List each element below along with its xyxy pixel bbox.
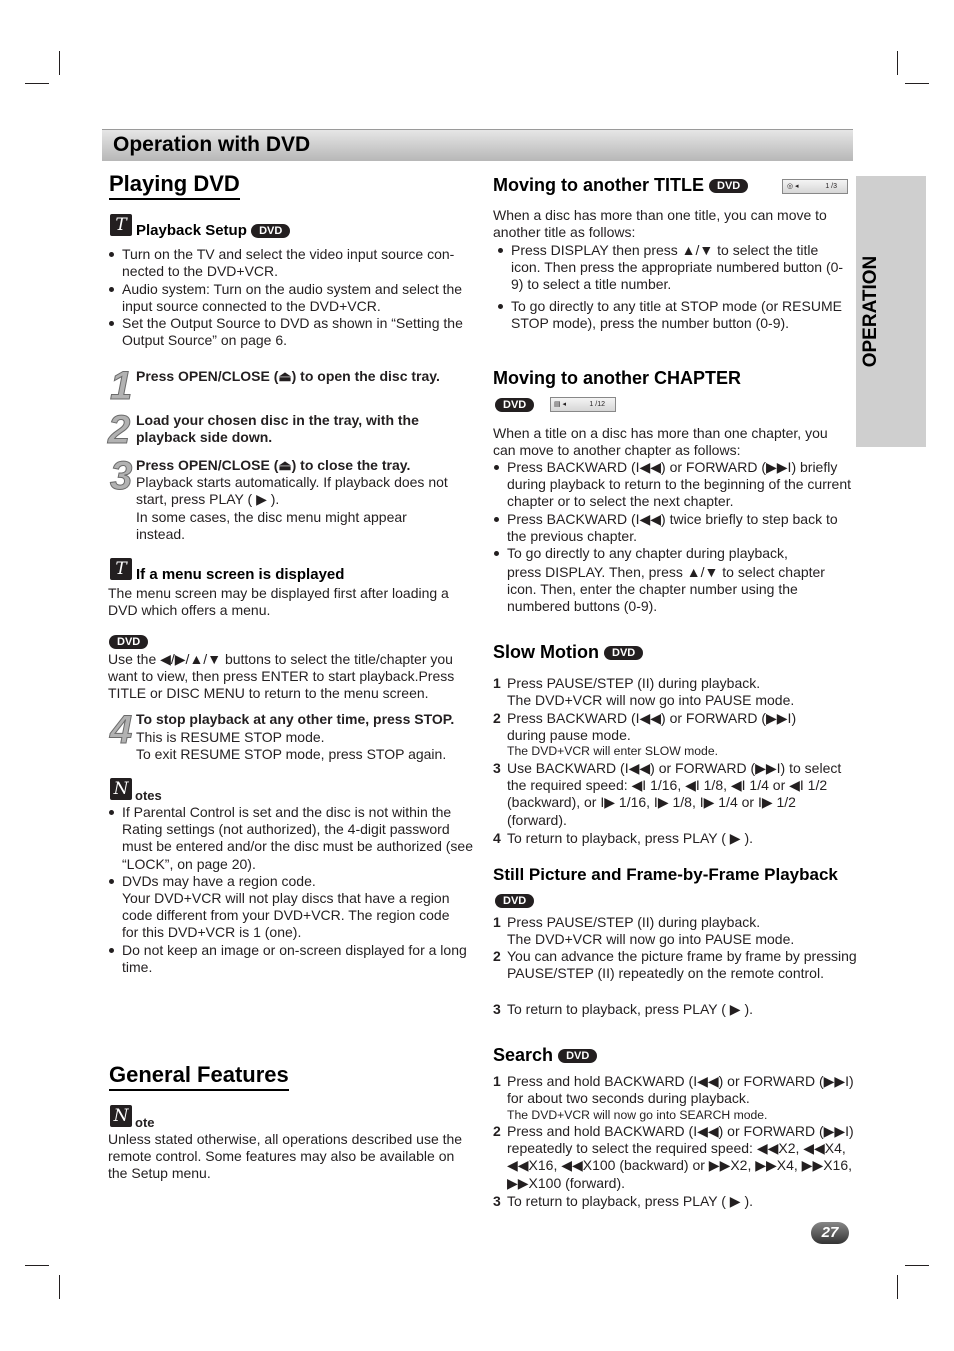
banner-title: Operation with DVD — [113, 133, 311, 156]
title-intro: When a disc has more than one title, you can move to another title as follows: — [493, 207, 827, 241]
section-banner — [102, 129, 853, 161]
menu-screen-heading: If a menu screen is displayed — [136, 566, 345, 583]
chapter-heading: Moving to another CHAPTER — [493, 368, 741, 388]
still-step: 2 You can advance the picture frame by frame by pressing PAUSE/STEP (II) repeatedly on the remote control. — [493, 948, 857, 982]
list-item: Do not keep an image or on-screen displayed for a long time. — [108, 942, 478, 976]
dvd-badge: DVD — [495, 894, 534, 908]
crop-mark — [905, 83, 929, 84]
step-4-bold: To stop playback at any other time, press STOP. — [136, 711, 455, 727]
search-step: 2 Press and hold BACKWARD (I◀◀) or FORWARD (▶▶I) repeatedly to select the required speed: ◀◀X2, ◀◀X4, ◀◀X16, ◀◀X100 (backward) or ▶▶X2, ▶▶X4, ▶▶X16, ▶▶X100 (forward). — [493, 1123, 854, 1191]
note-body: Unless stated otherwise, all operations described use the remote control. Some features may also be available on the Setup menu. — [108, 1131, 463, 1182]
crop-mark — [59, 51, 60, 75]
search-heading: Search DVD — [493, 1044, 597, 1066]
search-step: 1 Press and hold BACKWARD (I◀◀) or FORWARD (▶▶I) for about two seconds during playback. — [493, 1073, 854, 1107]
menu-body: The menu screen may be displayed first after loading a DVD which offers a menu. — [108, 585, 449, 619]
step-4-body-2: To exit RESUME STOP mode, press STOP again. — [136, 746, 447, 762]
list-item: Press DISPLAY then press ▲/▼ to select the title icon. Then press the appropriate numbered button (0-9) to select a title number. — [497, 242, 851, 294]
step-1-text: Press OPEN/CLOSE (⏏) to open the disc tray. — [136, 368, 440, 384]
list-item: To go directly to any title at STOP mode (or RESUME STOP mode), press the number button (0-9). — [497, 298, 854, 332]
list-item: Press BACKWARD (I◀◀) or FORWARD (▶▶I) briefly during playback to return to the beginning of the current chapter or to select the next chapter. — [493, 459, 858, 511]
step-3-bold: Press OPEN/CLOSE (⏏) to close the tray. — [136, 457, 411, 473]
slow-step: 3 Use BACKWARD (I◀◀) or FORWARD (▶▶I) to select the required speed: ◀I 1/16, ◀I 1/8, ◀I 1/4 or ◀I 1/2 (backward), or I▶ 1/16, I▶ 1/8, I▶ 1/4 or I▶ 1/2 (forward). — [493, 760, 842, 828]
still-step: 3 To return to playback, press PLAY ( ▶ ). — [493, 1001, 754, 1017]
step-3-body-2: In some cases, the disc menu might appear instead. — [136, 509, 407, 543]
dvd-badge-wrap — [495, 892, 534, 910]
step-number: 2 — [108, 408, 131, 452]
chapter-intro: When a title on a disc has more than one chapter, you can move to another chapter as follows: — [493, 425, 828, 459]
slow-step-sub: The DVD+VCR will enter SLOW mode. — [507, 744, 718, 758]
crop-mark — [897, 1275, 898, 1299]
slow-motion-heading: Slow Motion DVD — [493, 641, 643, 663]
dvd-badge: DVD — [109, 635, 148, 649]
search-step: 3 To return to playback, press PLAY ( ▶ ). — [493, 1193, 754, 1209]
list-item: Audio system: Turn on the audio system and select the input source connected to the DVD+VCR. — [108, 281, 478, 315]
playback-setup-heading: Playback Setup DVD — [136, 222, 290, 240]
notes-heading: otes — [135, 788, 162, 803]
still-picture-heading: Still Picture and Frame-by-Frame Playback — [493, 865, 838, 884]
still-step-sub: The DVD+VCR will now go into PAUSE mode. — [507, 931, 795, 947]
still-step: 1 Press PAUSE/STEP (II) during playback. — [493, 914, 761, 930]
title-heading: Moving to another TITLE DVD — [493, 174, 748, 196]
dvd-badge: DVD — [495, 398, 534, 412]
list-item: Press BACKWARD (I◀◀) twice briefly to step back to the previous chapter. — [493, 511, 858, 545]
step-number: 3 — [110, 454, 133, 498]
title-osd-icon: ◎ ◂ 1 /3 — [782, 179, 848, 194]
dvd-badge-wrap — [495, 396, 534, 414]
crop-mark — [25, 1265, 49, 1266]
crop-mark — [59, 1275, 60, 1299]
side-tab-label: OPERATION — [860, 255, 881, 368]
note-heading: ote — [135, 1115, 155, 1130]
general-features-heading: General Features — [109, 1062, 289, 1091]
slow-step-sub: The DVD+VCR will now go into PAUSE mode. — [507, 692, 795, 708]
step-2-text: Load your chosen disc in the tray, with the playback side down. — [136, 412, 419, 446]
dvd-badge-wrap — [109, 633, 148, 651]
list-item: To go directly to any chapter during playback, — [493, 545, 858, 562]
dvd-badge: DVD — [709, 179, 748, 193]
notes-region-body: Your DVD+VCR will not play discs that have a region code different from your DVD+VCR. The region code for this DVD+VCR is 1 (one). — [122, 890, 450, 941]
page-number: 27 — [811, 1222, 849, 1244]
crop-mark — [905, 1265, 929, 1266]
playing-dvd-heading: Playing DVD — [109, 171, 240, 200]
list-item: Set the Output Source to DVD as shown in “Setting the Output Source” on page 6. — [108, 315, 478, 349]
search-step-sub: The DVD+VCR will now go into SEARCH mode. — [507, 1108, 768, 1122]
crop-mark — [897, 51, 898, 75]
step-4-body: This is RESUME STOP mode. — [136, 729, 325, 745]
chapter-bullet-3-body: press DISPLAY. Then, press ▲/▼ to select chapter icon. Then, enter the chapter number using the numbered buttons (0-9). — [507, 564, 825, 615]
dvd-badge: DVD — [558, 1049, 597, 1063]
chapter-osd-icon: ▤ ◂ 1 /12 — [550, 397, 616, 412]
step-number: 1 — [110, 364, 133, 408]
slow-step: 4 To return to playback, press PLAY ( ▶ ). — [493, 830, 754, 846]
slow-step: 2 Press BACKWARD (I◀◀) or FORWARD (▶▶I) during pause mode. — [493, 710, 797, 744]
step-number: 4 — [110, 708, 133, 752]
crop-mark — [25, 83, 49, 84]
note-icon: N — [110, 778, 132, 800]
list-item: Turn on the TV and select the video input source con- nected to the DVD+VCR. — [108, 246, 478, 280]
side-tab — [856, 176, 926, 447]
slow-step: 1 Press PAUSE/STEP (II) during playback. — [493, 675, 761, 691]
step-3-body: Playback starts automatically. If playback does not start, press PLAY ( ▶ ). — [136, 474, 448, 508]
tip-icon: T — [110, 558, 132, 580]
menu-body-2: Use the ◀/▶/▲/▼ buttons to select the title/chapter you want to view, then press ENTER to start playback.Press TITLE or DISC MENU to return to the menu screen. — [108, 651, 455, 702]
list-item: If Parental Control is set and the disc is not within the Rating settings (not authorized), the 4-digit password must be entered and/or the disc must be authorized (see “LOCK”, on page 20). — [108, 804, 478, 873]
note-icon: N — [110, 1105, 132, 1127]
tip-icon: T — [110, 214, 132, 236]
list-item: DVDs may have a region code. — [108, 873, 478, 890]
dvd-badge: DVD — [604, 646, 643, 660]
dvd-badge: DVD — [251, 224, 290, 238]
